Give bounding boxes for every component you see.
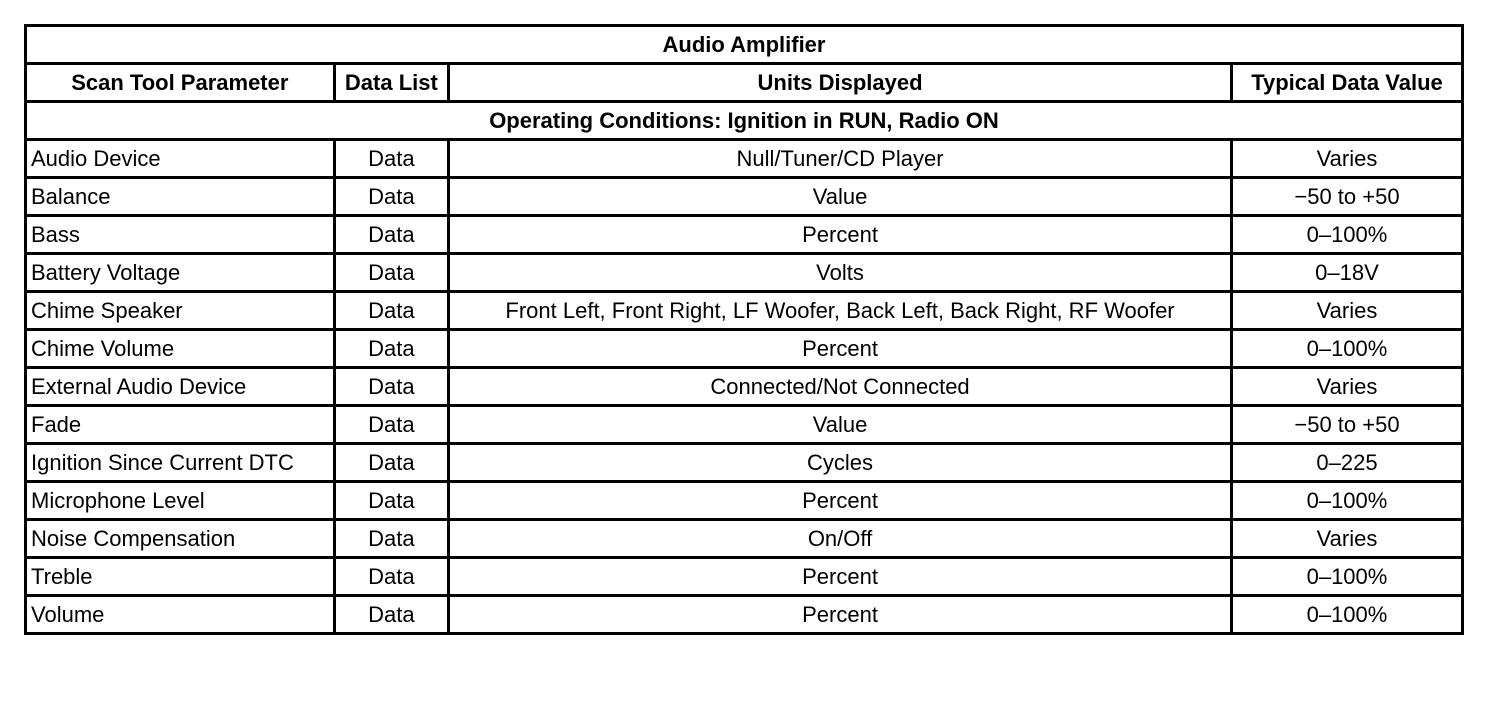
- units-cell: Null/Tuner/CD Player: [449, 140, 1232, 178]
- data-list-cell: Data: [334, 596, 448, 634]
- typical-value-cell: Varies: [1231, 520, 1462, 558]
- table-row: [26, 444, 1463, 482]
- units-cell: Value: [449, 178, 1232, 216]
- data-list-cell: Data: [334, 292, 448, 330]
- units-cell: Percent: [449, 482, 1232, 520]
- operating-conditions: Operating Conditions: Ignition in RUN, Radio ON: [26, 102, 1463, 140]
- audio-amplifier-table: [24, 24, 1464, 635]
- data-list-cell: Data: [334, 444, 448, 482]
- data-list-cell: Data: [334, 178, 448, 216]
- units-cell: Percent: [449, 558, 1232, 596]
- table-row: [26, 596, 1463, 634]
- parameter-cell: Ignition Since Current DTC: [26, 444, 335, 482]
- parameter-cell: Audio Device: [26, 140, 335, 178]
- units-cell: Percent: [449, 216, 1232, 254]
- audio-amplifier-table-wrap: [24, 24, 1464, 635]
- parameter-cell: Bass: [26, 216, 335, 254]
- units-cell: Percent: [449, 596, 1232, 634]
- title-row: [26, 26, 1463, 64]
- typical-value-cell: 0–100%: [1231, 558, 1462, 596]
- data-list-cell: Data: [334, 482, 448, 520]
- table-row: [26, 292, 1463, 330]
- table-row: [26, 368, 1463, 406]
- data-list-cell: Data: [334, 558, 448, 596]
- units-cell: Cycles: [449, 444, 1232, 482]
- units-cell: Percent: [449, 330, 1232, 368]
- header-units-displayed: Units Displayed: [449, 64, 1232, 102]
- typical-value-cell: Varies: [1231, 140, 1462, 178]
- typical-value-cell: −50 to +50: [1231, 406, 1462, 444]
- table-row: [26, 330, 1463, 368]
- units-cell: Value: [449, 406, 1232, 444]
- table-title: Audio Amplifier: [26, 26, 1463, 64]
- units-cell: Volts: [449, 254, 1232, 292]
- data-list-cell: Data: [334, 330, 448, 368]
- typical-value-cell: Varies: [1231, 368, 1462, 406]
- table-row: [26, 558, 1463, 596]
- table-row: [26, 140, 1463, 178]
- condition-row: [26, 102, 1463, 140]
- data-list-cell: Data: [334, 406, 448, 444]
- table-row: [26, 482, 1463, 520]
- header-data-list: Data List: [334, 64, 448, 102]
- parameter-cell: Fade: [26, 406, 335, 444]
- typical-value-cell: Varies: [1231, 292, 1462, 330]
- parameter-cell: Volume: [26, 596, 335, 634]
- parameter-cell: Microphone Level: [26, 482, 335, 520]
- units-cell: Connected/Not Connected: [449, 368, 1232, 406]
- parameter-cell: Treble: [26, 558, 335, 596]
- parameter-cell: External Audio Device: [26, 368, 335, 406]
- typical-value-cell: 0–100%: [1231, 330, 1462, 368]
- table-row: [26, 178, 1463, 216]
- parameter-cell: Balance: [26, 178, 335, 216]
- typical-value-cell: −50 to +50: [1231, 178, 1462, 216]
- table-row: [26, 520, 1463, 558]
- data-list-cell: Data: [334, 216, 448, 254]
- table-row: [26, 254, 1463, 292]
- typical-value-cell: 0–100%: [1231, 482, 1462, 520]
- table-row: [26, 406, 1463, 444]
- units-cell: On/Off: [449, 520, 1232, 558]
- table-row: [26, 216, 1463, 254]
- table-body: [26, 140, 1463, 634]
- parameter-cell: Chime Volume: [26, 330, 335, 368]
- header-row: [26, 64, 1463, 102]
- header-typical-data-value: Typical Data Value: [1231, 64, 1462, 102]
- data-list-cell: Data: [334, 254, 448, 292]
- typical-value-cell: 0–100%: [1231, 216, 1462, 254]
- parameter-cell: Noise Compensation: [26, 520, 335, 558]
- data-list-cell: Data: [334, 140, 448, 178]
- units-cell: Front Left, Front Right, LF Woofer, Back Left, Back Right, RF Woofer: [449, 292, 1232, 330]
- typical-value-cell: 0–225: [1231, 444, 1462, 482]
- header-scan-tool-parameter: Scan Tool Parameter: [26, 64, 335, 102]
- parameter-cell: Chime Speaker: [26, 292, 335, 330]
- typical-value-cell: 0–100%: [1231, 596, 1462, 634]
- typical-value-cell: 0–18V: [1231, 254, 1462, 292]
- data-list-cell: Data: [334, 520, 448, 558]
- parameter-cell: Battery Voltage: [26, 254, 335, 292]
- data-list-cell: Data: [334, 368, 448, 406]
